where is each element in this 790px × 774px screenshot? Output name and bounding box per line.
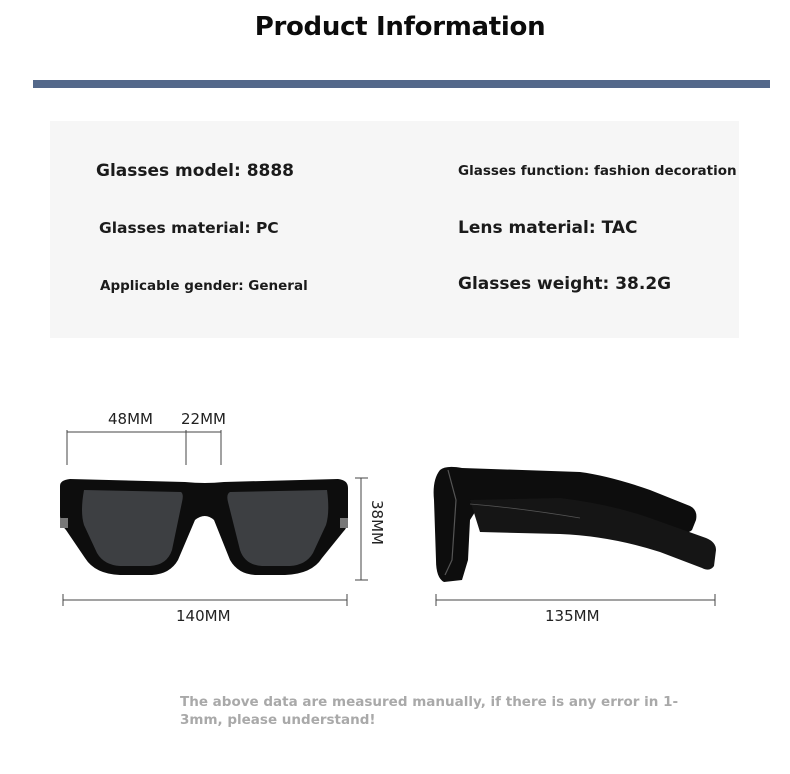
lens-width-label: 48MM <box>108 410 153 428</box>
temple-length-label: 135MM <box>545 607 600 625</box>
frame-width-label: 140MM <box>176 607 231 625</box>
spec-weight: Glasses weight: 38.2G <box>458 274 672 294</box>
frame-width-dimension <box>63 594 347 606</box>
spec-function: Glasses function: fashion decoration <box>458 163 737 179</box>
spec-gender: Applicable gender: General <box>100 278 308 294</box>
spec-model: Glasses model: 8888 <box>96 161 295 181</box>
spec-material: Glasses material: PC <box>99 219 279 237</box>
lens-width-dimension <box>67 430 221 465</box>
measurement-note: The above data are measured manually, if there is any error in 1-3mm, please understand! <box>180 694 679 728</box>
spec-lens: Lens material: TAC <box>458 218 638 238</box>
lens-height-label: 38MM <box>368 500 386 545</box>
glasses-side-image <box>434 467 716 582</box>
temple-length-dimension <box>436 594 715 606</box>
glasses-front-image <box>60 479 348 575</box>
lens-height-dimension <box>355 478 368 580</box>
page-title: Product Information <box>254 12 546 42</box>
bridge-width-label: 22MM <box>181 410 226 428</box>
